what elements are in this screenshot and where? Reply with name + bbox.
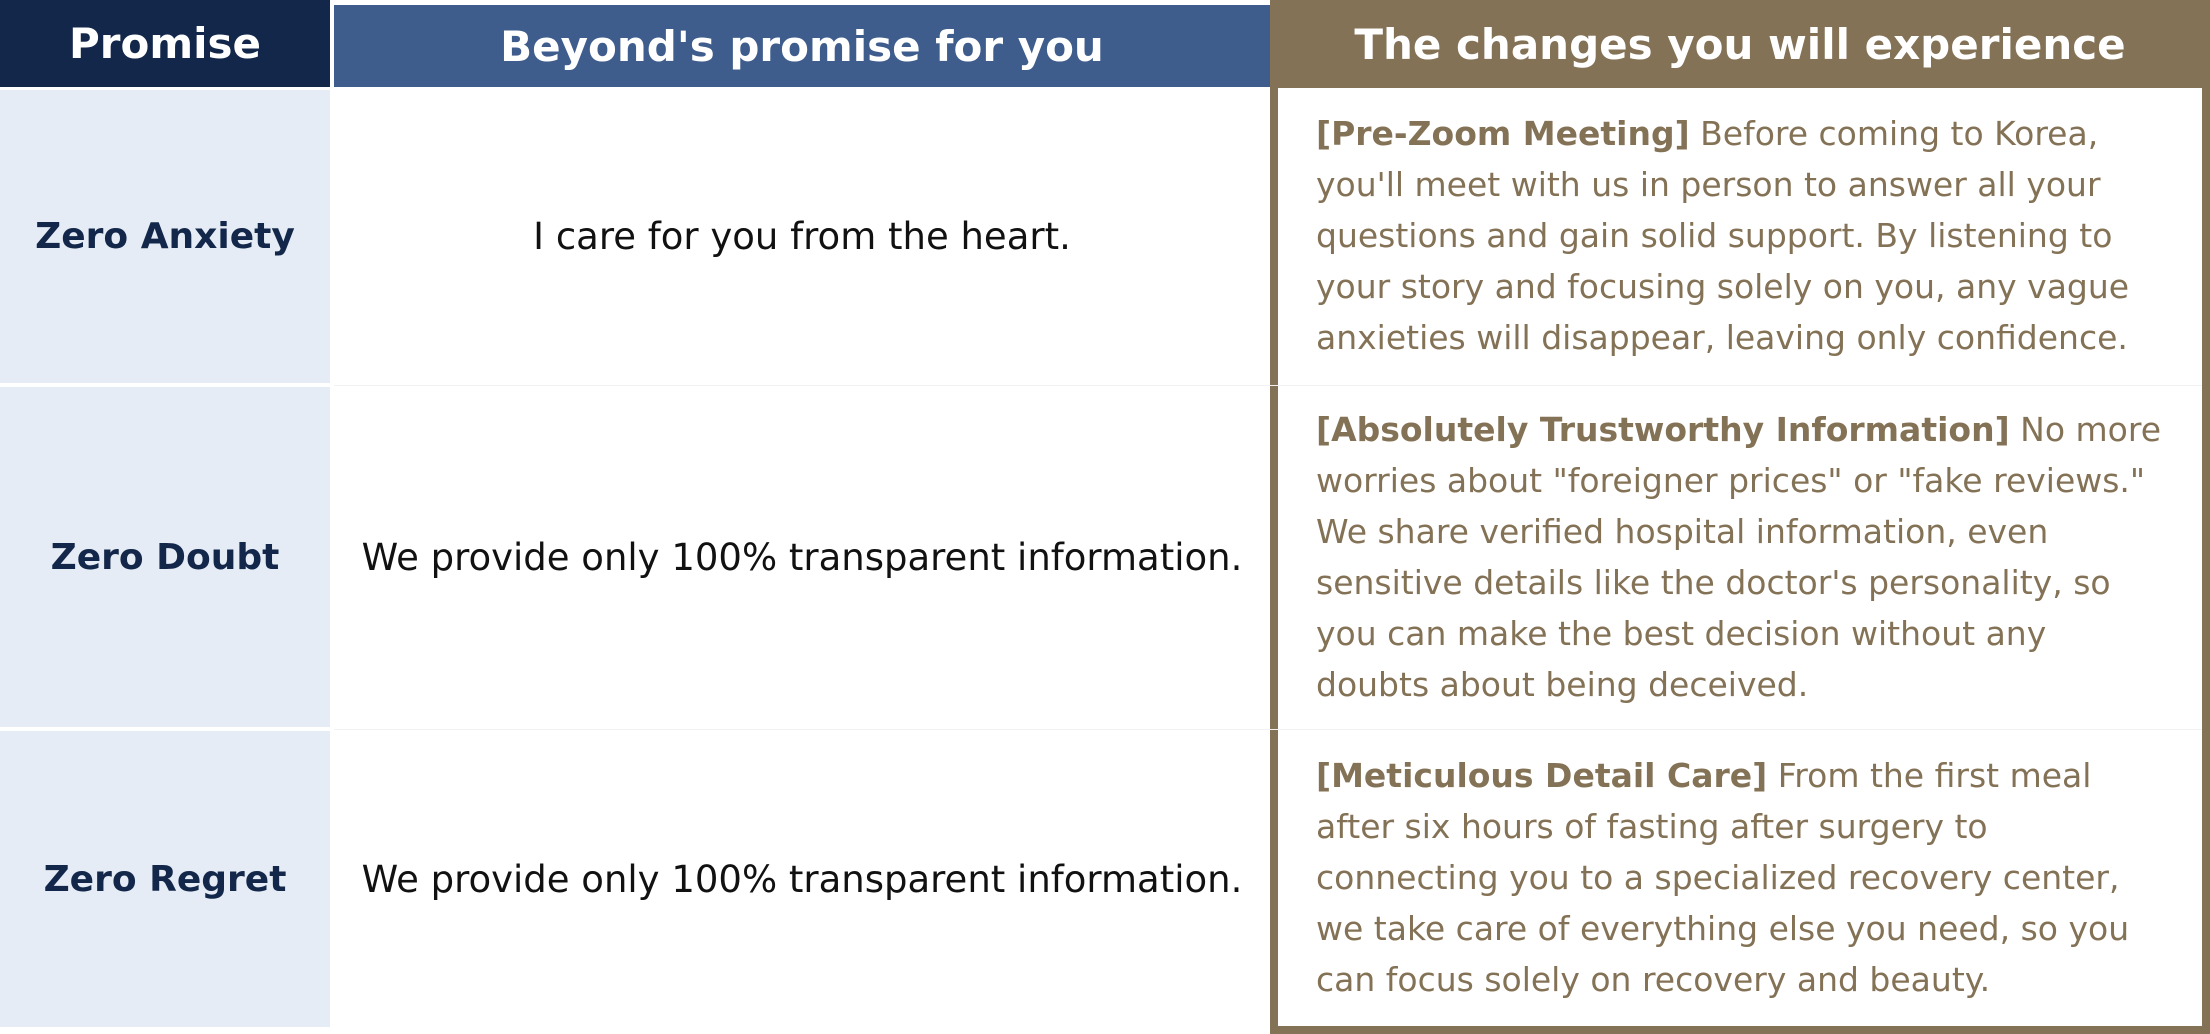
- row-divider: [334, 385, 2202, 386]
- row-divider: [334, 729, 2202, 730]
- promise-cell-zero-regret: Zero Regret: [0, 731, 330, 1027]
- change-cell-2: [1278, 384, 2202, 729]
- change-cell-1: [1278, 88, 2202, 385]
- change-lead-3: [Meticulous Detail Care]: [1316, 756, 1768, 795]
- header-beyond-promise: Beyond's promise for you: [334, 5, 1270, 87]
- beyond-cell-2: We provide only 100% transparent information.: [334, 387, 1270, 727]
- beyond-cell-3: We provide only 100% transparent information.: [334, 731, 1270, 1027]
- promise-cell-zero-anxiety: Zero Anxiety: [0, 90, 330, 383]
- change-text-2: No more worries about "foreigner prices" or "fake reviews." We share verified hospital information, even sensitive details like the doctor's personality, so you can make the best decision without any doubts about being deceived.: [1316, 410, 2162, 704]
- change-text-3: From the first meal after six hours of fasting after surgery to connecting you to a specialized recovery center, we take care of everything else you need, so you can focus solely on recovery and beauty.: [1316, 756, 2130, 999]
- change-lead-2: [Absolutely Trustworthy Information]: [1316, 410, 2010, 449]
- promise-cell-zero-doubt: Zero Doubt: [0, 387, 330, 727]
- change-text-1: Before coming to Korea, you'll meet with us in person to answer all your questions and gain solid support. By listening to your story and focusing solely on you, any vague anxieties will disappear, leaving only confidence.: [1316, 114, 2130, 357]
- beyond-cell-1: I care for you from the heart.: [334, 90, 1270, 383]
- change-lead-1: [Pre-Zoom Meeting]: [1316, 114, 1690, 153]
- header-changes: The changes you will experience: [1270, 0, 2210, 88]
- header-promise: Promise: [0, 0, 330, 87]
- change-cell-3: [1278, 730, 2202, 1026]
